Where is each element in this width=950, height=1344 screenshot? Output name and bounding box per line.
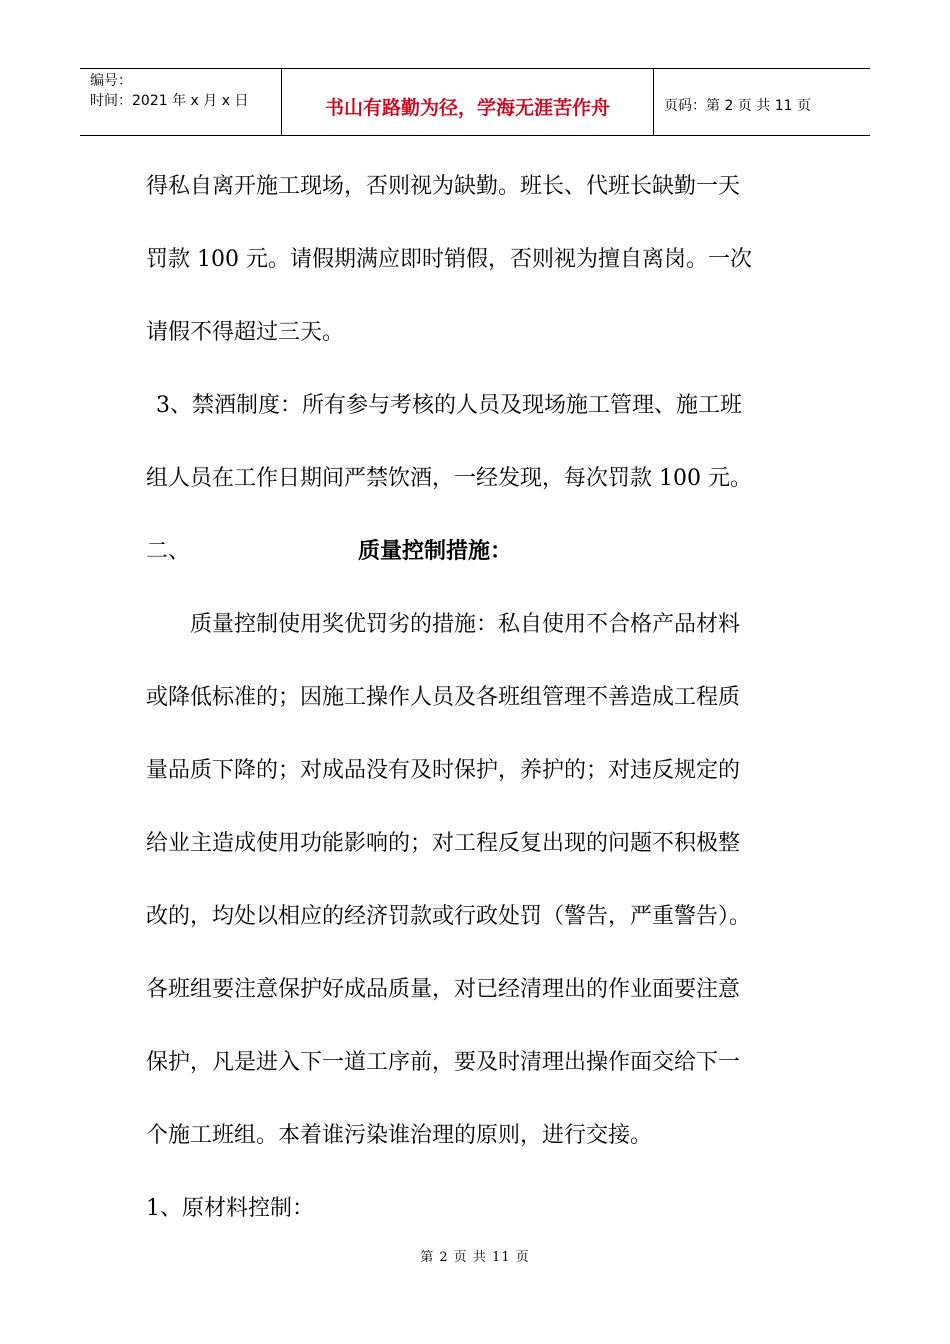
paragraph-line: 保护，凡是进入下一道工序前，要及时清理出操作面交给下一 xyxy=(146,1050,741,1075)
paragraph-line: 改的，均处以相应的经济罚款或行政处罚（警告，严重警告）。 xyxy=(146,904,752,929)
paragraph-line: 量品质下降的；对成品没有及时保护，养护的；对违反规定的 xyxy=(146,758,741,783)
document-body xyxy=(146,150,826,1245)
paragraph-line: 个施工班组。本着谁污染谁治理的原则，进行交接。 xyxy=(146,1123,653,1148)
paragraph-line: 请假不得超过三天。 xyxy=(146,320,345,345)
header-meta xyxy=(80,69,282,135)
paragraph-line: 得私自离开施工现场，否则视为缺勤。班长、代班长缺勤一天 xyxy=(146,174,741,199)
page-footer: 第 2 页 共 11 页 xyxy=(420,1250,530,1265)
paragraph-line: 各班组要注意保护好成品质量，对已经清理出的作业面要注意 xyxy=(146,977,741,1002)
header-motto: 书山有路勤为径，学海无涯苦作舟 xyxy=(282,69,654,135)
rule-3-line: 组人员在工作日期间严禁饮酒，一经发现，每次罚款 100 元。 xyxy=(146,466,752,491)
paragraph-line: 罚款 100 元。请假期满应即时销假，否则视为擅自离岗。一次 xyxy=(146,247,752,272)
section-title: 质量控制措施： xyxy=(358,538,513,564)
section-number: 二、 xyxy=(146,539,191,564)
document-number-label: 编号： xyxy=(90,73,132,89)
section-heading xyxy=(146,515,826,588)
page-header xyxy=(80,68,870,136)
paragraph-line: 给业主造成使用功能影响的；对工程反复出现的问题不积极整 xyxy=(146,831,741,856)
header-page-info: 页码：第 2 页 共 11 页 xyxy=(664,98,811,114)
document-date: 时间：2021 年 x 月 x 日 xyxy=(90,93,249,109)
paragraph-line: 或降低标准的；因施工操作人员及各班组管理不善造成工程质 xyxy=(146,685,741,710)
rule-3-line: 3、禁酒制度：所有参与考核的人员及现场施工管理、施工班 xyxy=(156,393,742,418)
paragraph-line: 质量控制使用奖优罚劣的措施：私自使用不合格产品材料 xyxy=(190,612,741,637)
subsection-heading: 1、原材料控制： xyxy=(146,1196,314,1221)
